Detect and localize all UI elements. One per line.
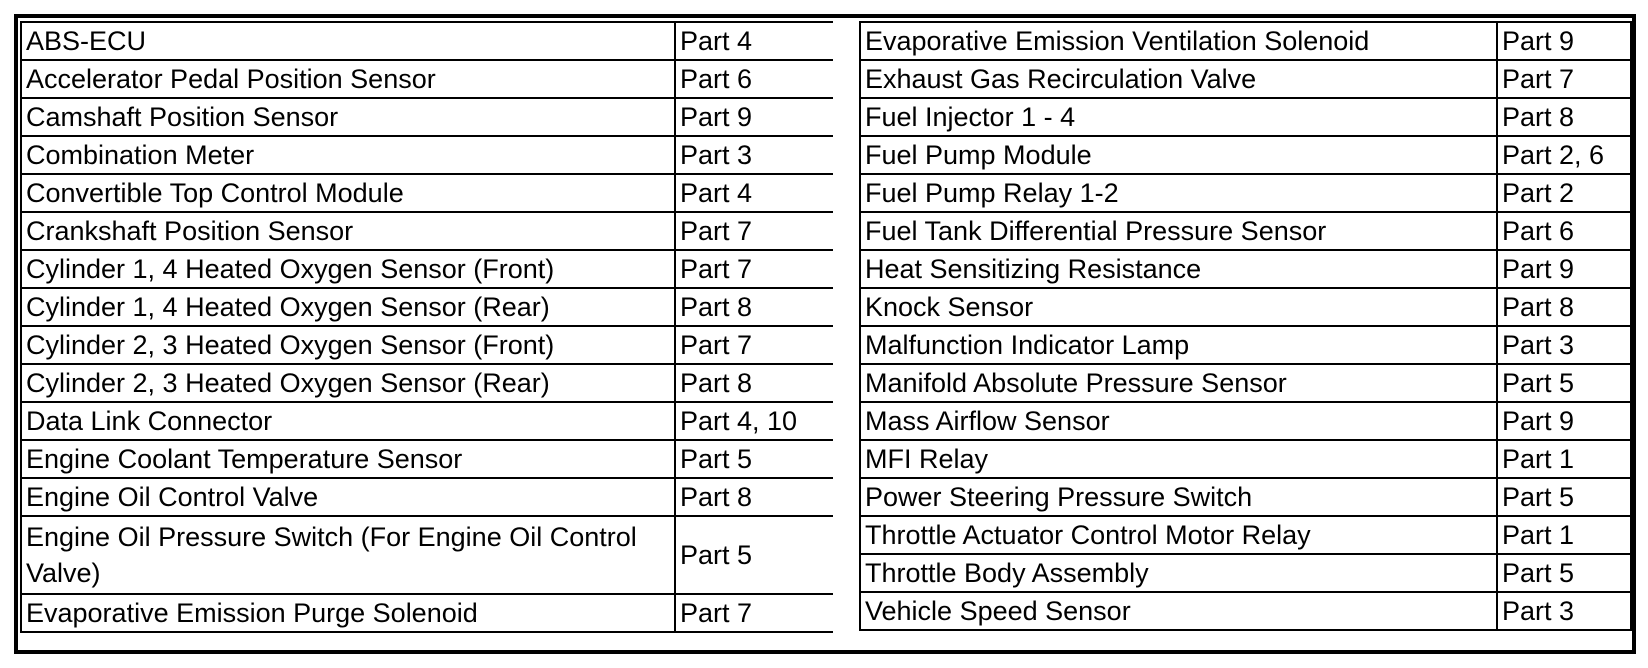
component-name-cell: Fuel Injector 1 - 4	[860, 98, 1497, 136]
table-row	[21, 516, 835, 594]
table-row	[21, 98, 835, 136]
component-name-cell: Power Steering Pressure Switch	[860, 478, 1497, 516]
table-row	[21, 174, 835, 212]
table-row	[860, 288, 1631, 326]
table-row	[21, 364, 835, 402]
right-parts-table	[859, 21, 1632, 631]
table-row	[860, 592, 1631, 630]
component-name-cell: Cylinder 2, 3 Heated Oxygen Sensor (Front)	[21, 326, 675, 364]
part-location-cell: Part 2	[1497, 174, 1631, 212]
table-row	[860, 98, 1631, 136]
part-location-cell: Part 6	[1497, 212, 1631, 250]
component-name-cell: Malfunction Indicator Lamp	[860, 326, 1497, 364]
part-location-cell: Part 9	[1497, 22, 1631, 60]
part-location-cell: Part 8	[675, 288, 835, 326]
part-location-cell: Part 7	[675, 594, 835, 632]
table-row	[860, 402, 1631, 440]
part-location-cell: Part 3	[1497, 592, 1631, 630]
component-name-cell: Accelerator Pedal Position Sensor	[21, 60, 675, 98]
part-location-cell: Part 1	[1497, 516, 1631, 554]
part-location-cell: Part 5	[675, 516, 835, 594]
part-location-cell: Part 4	[675, 22, 835, 60]
component-name-cell: Throttle Body Assembly	[860, 554, 1497, 592]
part-location-cell: Part 2, 6	[1497, 136, 1631, 174]
table-row	[21, 212, 835, 250]
part-location-cell: Part 7	[675, 212, 835, 250]
component-name-cell: Heat Sensitizing Resistance	[860, 250, 1497, 288]
component-name-cell: Fuel Tank Differential Pressure Sensor	[860, 212, 1497, 250]
part-location-cell: Part 4, 10	[675, 402, 835, 440]
part-location-cell: Part 9	[1497, 250, 1631, 288]
component-name-cell: ABS-ECU	[21, 22, 675, 60]
component-name-cell: Knock Sensor	[860, 288, 1497, 326]
component-name-cell: Vehicle Speed Sensor	[860, 592, 1497, 630]
table-row	[860, 326, 1631, 364]
component-name-cell: Evaporative Emission Ventilation Solenoid	[860, 22, 1497, 60]
part-location-cell: Part 1	[1497, 440, 1631, 478]
table-row	[21, 250, 835, 288]
part-location-cell: Part 5	[1497, 364, 1631, 402]
part-location-cell: Part 9	[1497, 402, 1631, 440]
table-row	[21, 22, 835, 60]
table-row	[21, 478, 835, 516]
component-location-index	[14, 14, 1636, 654]
table-row	[860, 516, 1631, 554]
table-row	[21, 440, 835, 478]
component-name-cell: MFI Relay	[860, 440, 1497, 478]
component-name-cell: Throttle Actuator Control Motor Relay	[860, 516, 1497, 554]
component-name-cell: Fuel Pump Relay 1-2	[860, 174, 1497, 212]
part-location-cell: Part 8	[675, 364, 835, 402]
component-name-cell: Crankshaft Position Sensor	[21, 212, 675, 250]
component-name-cell: Cylinder 1, 4 Heated Oxygen Sensor (Front)	[21, 250, 675, 288]
table-row	[860, 250, 1631, 288]
table-row	[860, 60, 1631, 98]
table-row	[860, 212, 1631, 250]
table-row	[21, 402, 835, 440]
part-location-cell: Part 7	[675, 326, 835, 364]
part-location-cell: Part 3	[1497, 326, 1631, 364]
table-row	[21, 136, 835, 174]
part-location-cell: Part 5	[1497, 554, 1631, 592]
component-name-cell: Camshaft Position Sensor	[21, 98, 675, 136]
part-location-cell: Part 8	[675, 478, 835, 516]
component-name-cell: Engine Coolant Temperature Sensor	[21, 440, 675, 478]
table-row	[860, 478, 1631, 516]
column-gap	[833, 18, 857, 650]
part-location-cell: Part 3	[675, 136, 835, 174]
table-row	[21, 594, 835, 632]
component-name-cell: Mass Airflow Sensor	[860, 402, 1497, 440]
table-row	[860, 136, 1631, 174]
component-name-cell: Engine Oil Pressure Switch (For Engine Oil Control Valve)	[21, 516, 675, 594]
component-name-cell: Combination Meter	[21, 136, 675, 174]
component-name-cell: Evaporative Emission Purge Solenoid	[21, 594, 675, 632]
table-row	[860, 364, 1631, 402]
table-row	[860, 554, 1631, 592]
component-name-cell: Cylinder 2, 3 Heated Oxygen Sensor (Rear)	[21, 364, 675, 402]
component-name-cell: Cylinder 1, 4 Heated Oxygen Sensor (Rear)	[21, 288, 675, 326]
component-name-cell: Engine Oil Control Valve	[21, 478, 675, 516]
component-name-cell: Data Link Connector	[21, 402, 675, 440]
part-location-cell: Part 9	[675, 98, 835, 136]
part-location-cell: Part 4	[675, 174, 835, 212]
component-name-cell: Fuel Pump Module	[860, 136, 1497, 174]
part-location-cell: Part 7	[1497, 60, 1631, 98]
part-location-cell: Part 7	[675, 250, 835, 288]
table-row	[860, 174, 1631, 212]
table-row	[21, 60, 835, 98]
left-parts-table	[20, 21, 836, 633]
table-row	[21, 288, 835, 326]
part-location-cell: Part 8	[1497, 288, 1631, 326]
component-name-cell: Manifold Absolute Pressure Sensor	[860, 364, 1497, 402]
table-row	[21, 326, 835, 364]
part-location-cell: Part 6	[675, 60, 835, 98]
component-name-cell: Convertible Top Control Module	[21, 174, 675, 212]
part-location-cell: Part 8	[1497, 98, 1631, 136]
part-location-cell: Part 5	[675, 440, 835, 478]
component-name-cell: Exhaust Gas Recirculation Valve	[860, 60, 1497, 98]
table-row	[860, 440, 1631, 478]
table-row	[860, 22, 1631, 60]
part-location-cell: Part 5	[1497, 478, 1631, 516]
